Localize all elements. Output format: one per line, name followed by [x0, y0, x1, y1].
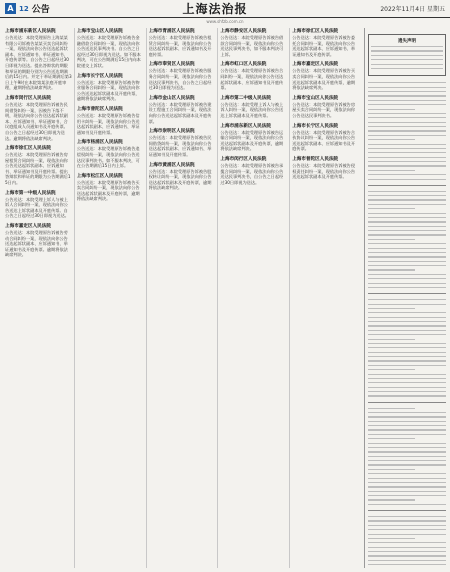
fine-print-line — [368, 91, 446, 92]
notice-body: 公告送达：本院受理原告诉被告股权转让纠纷一案，现依法向你公告送达起诉状副本及开庭传票，逾期将依法缺席判决。 — [148, 168, 212, 191]
fine-print-line — [368, 113, 446, 114]
fine-print-line — [368, 564, 446, 565]
notice-title: 上海市崇明区人民法院 — [148, 129, 195, 135]
fine-print-line — [368, 542, 446, 543]
fine-print-line — [368, 191, 446, 192]
fine-print-line — [368, 165, 446, 166]
fine-print-line — [368, 395, 446, 396]
notice — [77, 28, 144, 69]
fine-print-line — [368, 382, 446, 383]
fine-print-line — [368, 170, 415, 171]
notice-title: 上海市浦东新区人民法院 — [220, 123, 271, 129]
fine-print-line — [371, 64, 443, 65]
notice — [5, 223, 72, 258]
notice — [220, 95, 287, 119]
fine-print-line — [368, 239, 415, 240]
fine-print-line — [368, 287, 446, 288]
notice — [77, 73, 144, 102]
fine-print-line — [368, 478, 446, 479]
fine-print-line — [368, 243, 446, 244]
fine-print-line — [368, 534, 446, 535]
fine-print-line — [368, 144, 446, 145]
page-number: 12 — [19, 4, 29, 13]
fine-print-line — [368, 391, 446, 392]
boxed-notice-text — [371, 46, 443, 69]
notice — [149, 61, 216, 90]
fine-print-line — [368, 135, 446, 136]
fine-print-line — [368, 199, 446, 200]
fine-print-line — [368, 438, 415, 439]
fine-print-line — [368, 321, 446, 322]
fine-print-line — [368, 504, 446, 505]
fine-print-line — [368, 520, 446, 521]
fine-print-line — [368, 339, 415, 340]
fine-print-line — [368, 360, 446, 361]
notice-title: 上海市闵行区人民法院 — [220, 156, 267, 162]
fine-print-line — [368, 269, 415, 270]
fine-print-line — [368, 252, 446, 253]
classified-sidebar — [364, 28, 446, 568]
notice — [292, 61, 359, 90]
fine-print-line — [368, 82, 446, 83]
fine-print-line — [368, 256, 446, 257]
notice-title: 上海市第二中级人民法院 — [220, 95, 271, 101]
notice-body: 公告送达：本院受理原告诉被告运输合同纠纷一案，现依法向你公告送达起诉状副本及开庭传票，逾期将依法缺席判决。 — [220, 129, 284, 152]
page-logo: A — [5, 3, 16, 14]
notice-body: 公告送达：本院受理上诉人与被上诉人合同纠纷一案，现依法向你公告送达上诉状副本及开庭传票。自公告之日起经过30日即视为送达。 — [5, 196, 69, 219]
fine-print-line — [368, 460, 446, 461]
notice — [220, 123, 287, 152]
fine-print-line — [368, 265, 446, 266]
notice — [149, 162, 216, 191]
notice-body: 公告送达：本院受理原告诉被告房屋买卖合同纠纷一案，现依法向你公告送达民事判决书。 — [292, 101, 356, 118]
notice-title: 上海市杨浦区人民法院 — [76, 140, 123, 146]
fine-print-line — [371, 46, 443, 47]
notice — [77, 139, 144, 168]
notice — [5, 190, 72, 219]
sidebar-text — [368, 82, 446, 568]
notice-title: 上海市普陀区人民法院 — [76, 106, 123, 112]
column-4 — [220, 28, 290, 568]
fine-print-line — [368, 416, 446, 417]
newspaper-masthead: 上海法治报 — [182, 2, 248, 16]
fine-print-line — [371, 55, 443, 56]
notice-title: 上海市黄浦区人民法院 — [148, 162, 195, 168]
notice — [5, 145, 72, 186]
fine-print-line — [368, 365, 446, 366]
boxed-notice — [368, 34, 446, 76]
fine-print-line — [368, 378, 446, 379]
fine-print-line — [368, 117, 446, 118]
fine-print-line — [368, 525, 446, 526]
notice-body: 公告送达：本院受理原告诉被告房屋租赁合同纠纷一案，现依法向你公告送达起诉状副本、应诉通知书、举证通知书及开庭传票。提出答辩状和举证的期限为公告期满后15日内。 — [5, 152, 71, 186]
fine-print-line — [368, 208, 415, 209]
notice-body: 公告送达：本院受理原告诉被告追偿权纠纷一案，现依法向你公告送达民事判决书。如不服本判决，可在公告期满后15日内上诉。 — [76, 146, 140, 169]
fine-print-line — [368, 464, 446, 465]
notice-title: 上海市徐汇区人民法院 — [292, 29, 339, 34]
notice — [5, 95, 72, 141]
fine-print-line — [368, 486, 446, 487]
notice-body: 公告送达：本院受理原告诉被告信用卡纠纷一案，现依法向你公告送达起诉状副本、应诉通知书、举证通知书及开庭传票。 — [76, 112, 140, 135]
fine-print-line — [368, 148, 446, 149]
fine-print-line — [368, 95, 446, 96]
issue-date: 2022年11月4日 星期五 — [380, 6, 445, 13]
notice — [77, 173, 144, 202]
notice-title: 上海市嘉定区人民法院 — [292, 62, 339, 68]
fine-print-line — [368, 352, 446, 353]
fine-print-line — [368, 174, 446, 175]
divider — [368, 402, 446, 403]
fine-print-line — [368, 312, 446, 313]
fine-print-line — [368, 122, 446, 123]
fine-print-line — [368, 248, 446, 249]
notice-body: 公告送达：本院受理原告诉被告服务合同纠纷一案，现依法向你公告送达民事判决书，自公告之日起经过30日即视为送达。 — [148, 68, 212, 91]
notice-title: 上海市奉贤区人民法院 — [148, 62, 195, 68]
notice — [149, 128, 216, 157]
fine-print-line — [368, 456, 446, 457]
notice-body: 公告送达：本院受理原告诉被告劳动合同纠纷一案，现依法向你公告送达起诉状副本、应诉通知书、举证通知书及开庭传票。逾期将依法缺席判决。 — [5, 230, 68, 258]
fine-print-line — [368, 325, 446, 326]
notice-body: 公告送达：本院受理原告诉被告承揽合同纠纷一案，现依法向你公告送达民事判决书，自公告之日起经过30日即视为送达。 — [220, 162, 284, 185]
fine-print-line — [368, 469, 415, 470]
fine-print-line — [368, 308, 415, 309]
notice-body: 公告送达：本院受理原告诉被告建设工程施工合同纠纷一案，现依法向你公告送达起诉状副本及开庭传票。 — [148, 101, 212, 124]
fine-print-line — [368, 330, 446, 331]
fine-print-line — [368, 551, 446, 552]
fine-print-line — [368, 343, 446, 344]
notice — [220, 28, 287, 57]
notice-body: 公告送达：本院受理原告诉被告民间借贷纠纷一案，因被告下落不明，现依法向你公告送达起诉状副本、应诉通知书、举证通知书、合议庭组成人员通知书及开庭传票。自公告之日起经过30日即视为送达。逾期将依法缺席判决。 — [5, 101, 68, 141]
notice-title: 上海市虹口区人民法院 — [220, 62, 267, 68]
divider — [368, 293, 446, 294]
fine-print-line — [368, 334, 446, 335]
fine-print-line — [368, 161, 446, 162]
fine-print-line — [368, 516, 446, 517]
fine-print-line — [368, 217, 446, 218]
notice-title: 上海市徐汇区人民法院 — [5, 146, 51, 152]
fine-print-line — [368, 560, 446, 561]
notice-title: 上海市静安区人民法院 — [220, 29, 267, 34]
boxed-notice-title: 遗失声明 — [398, 39, 416, 44]
divider — [368, 185, 446, 186]
fine-print-line — [368, 179, 446, 180]
fine-print-line — [368, 100, 446, 101]
fine-print-line — [368, 195, 446, 196]
notice — [220, 156, 287, 185]
notice — [77, 106, 144, 135]
fine-print-line — [368, 434, 446, 435]
notice-title: 上海市闵行区人民法院 — [5, 95, 51, 101]
column-5 — [292, 28, 361, 568]
notice-body: 公告送达：本院受理原告诉被告民间借贷纠纷一案，现依法向你公告送达起诉状副本、应诉通知书、举证通知书及开庭传票。 — [148, 135, 212, 157]
fine-print-line — [368, 369, 415, 370]
fine-print-line — [368, 529, 446, 530]
fine-print-line — [368, 221, 446, 222]
notice-title: 上海市松江区人民法院 — [76, 173, 123, 179]
fine-print-line — [368, 283, 446, 284]
page-header — [0, 0, 450, 18]
fine-print-line — [368, 274, 446, 275]
fine-print-line — [371, 59, 443, 60]
fine-print-line — [368, 538, 415, 539]
fine-print-line — [368, 234, 446, 235]
notice — [292, 156, 359, 180]
notice — [292, 123, 359, 152]
divider — [368, 510, 446, 511]
notice — [149, 28, 216, 57]
notice — [220, 61, 287, 90]
notice-body: 公告送达：本院受理原告诉被告物业服务合同纠纷一案，现依法向你公告送达起诉状副本及开庭传票，逾期将依法缺席判决。 — [76, 79, 140, 102]
fine-print-line — [368, 443, 446, 444]
fine-print-line — [368, 126, 446, 127]
fine-print-line — [368, 387, 446, 388]
website-url: www.shfzb.com.cn — [206, 19, 244, 24]
fine-print-line — [368, 139, 415, 140]
fine-print-line — [368, 491, 446, 492]
notice — [149, 95, 216, 124]
fine-print-line — [368, 447, 446, 448]
notice-body: 公告送达：本院受理原告诉被告买卖合同纠纷一案，现依法向你公告送达起诉状副本及开庭传票，逾期将依法缺席判决。 — [76, 179, 140, 202]
notice-title: 上海市长宁区人民法院 — [292, 123, 339, 129]
fine-print-line — [368, 130, 446, 131]
fine-print-line — [368, 317, 446, 318]
column-3 — [149, 28, 219, 568]
fine-print-line — [368, 278, 446, 279]
notice — [5, 28, 72, 91]
notice-body: 公告送达：本院受理原告上海某某有限公司诉被告某某买卖合同纠纷一案，现依法向你公告送达起诉状副本、应诉通知书、举证通知书、开庭传票等。自公告之日起经过30日即视为送达。提出答辩状的期限和举证的期限分别为公告送达期满后的15日内。并定于举证期满后第3日上午9时在本院第某法庭开庭审理，逾期将依法缺席判决。 — [5, 35, 72, 91]
notice-body: 公告送达：本院受理原告诉被告侵权责任纠纷一案，现依法向你公告送达起诉状副本及开庭传票。 — [292, 162, 356, 180]
fine-print-line — [368, 374, 446, 375]
fine-print-line — [368, 157, 446, 158]
notice-title: 上海市长宁区人民法院 — [76, 73, 123, 79]
notice-columns — [5, 28, 361, 568]
fine-print-line — [368, 204, 446, 205]
notice-title: 上海市青浦区人民法院 — [148, 29, 195, 34]
column-2 — [77, 28, 147, 568]
fine-print-line — [368, 412, 446, 413]
notice — [292, 95, 359, 119]
fine-print-line — [371, 50, 443, 51]
notice-title: 上海市浦东新区人民法院 — [5, 29, 56, 34]
fine-print-line — [368, 555, 446, 556]
fine-print-line — [371, 68, 443, 69]
fine-print-line — [368, 421, 446, 422]
column-1 — [5, 28, 75, 568]
notice-body: 公告送达：本院受理原告诉被告合同纠纷一案，现依法向你公告送达起诉状副本、应诉通知书及开庭传票。 — [220, 68, 284, 91]
fine-print-line — [368, 304, 446, 305]
fine-print-line — [368, 451, 446, 452]
fine-print-line — [368, 356, 446, 357]
fine-print-line — [368, 152, 446, 153]
notice — [292, 28, 359, 57]
section-title: 公告 — [31, 5, 50, 15]
fine-print-line — [368, 482, 446, 483]
notice-body: 公告送达：本院受理上诉人与被上诉人纠纷一案，现依法向你公告送达上诉状副本及开庭传票。 — [220, 101, 284, 118]
notice-title: 上海市嘉定区人民法院 — [5, 224, 51, 230]
notice-body: 公告送达：本院受理原告诉被告合伙协议纠纷一案，现依法向你公告送达起诉状副本、应诉通知书及开庭传票。 — [292, 129, 356, 152]
notice-title: 上海市普陀区人民法院 — [292, 156, 339, 162]
fine-print-line — [368, 299, 446, 300]
fine-print-line — [368, 408, 415, 409]
fine-print-line — [368, 230, 446, 231]
fine-print-line — [368, 226, 446, 227]
notice-body: 公告送达：本院受理原告诉被告借款合同纠纷一案，现依法向你公告送达民事判决书，如不服本判决可上诉。 — [220, 35, 284, 57]
fine-print-line — [368, 429, 446, 430]
fine-print-line — [368, 109, 415, 110]
notice-title: 上海市金山区人民法院 — [148, 95, 195, 101]
fine-print-line — [368, 87, 446, 88]
notice-body: 公告送达：本院受理原告诉被告金融借款合同纠纷一案，现依法向你公告送达民事判决书。自公告之日起经过30日即视为送达。如不服本判决，可在公告期满后15日内向本院递交上诉状。 — [76, 35, 141, 68]
fine-print-line — [368, 347, 446, 348]
fine-print-line — [368, 425, 446, 426]
fine-print-line — [368, 473, 446, 474]
notice-title: 上海市第一中级人民法院 — [5, 190, 56, 196]
notice-body: 公告送达：本院受理原告诉被告委托合同纠纷一案，现依法向你公告送达起诉状副本、应诉通知书、举证通知书及开庭传票。 — [292, 35, 356, 57]
fine-print-line — [368, 495, 446, 496]
fine-print-line — [368, 499, 415, 500]
notice-body: 公告送达：本院受理原告诉被告买卖合同纠纷一案，现依法向你公告送达起诉状副本及开庭传票，逾期将依法缺席判决。 — [292, 68, 356, 91]
notice-title: 上海市宝山区人民法院 — [292, 95, 339, 101]
notice-body: 公告送达：本院受理原告诉被告租赁合同纠纷一案，现依法向你公告送达起诉状副本、应诉通知书及开庭传票。 — [148, 35, 212, 57]
fine-print-line — [368, 261, 446, 262]
fine-print-line — [368, 547, 446, 548]
notice-title: 上海市宝山区人民法院 — [76, 29, 123, 34]
fine-print-line — [368, 213, 446, 214]
fine-print-line — [368, 104, 446, 105]
